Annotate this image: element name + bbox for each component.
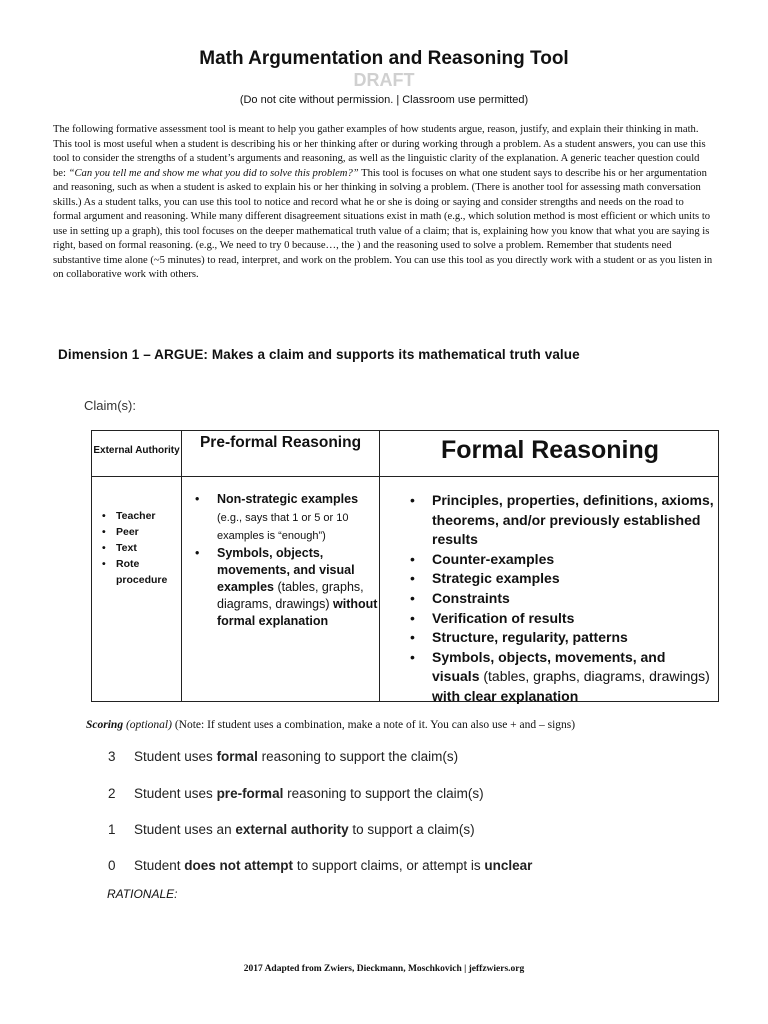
score-keyword: pre-formal <box>216 786 284 801</box>
score-keyword: unclear <box>484 858 533 873</box>
scoring-label: Scoring <box>86 719 124 731</box>
score-text: to support a claim(s) <box>348 822 475 837</box>
item-bold-text: with clear explanation <box>432 687 579 704</box>
intro-part-2: This tool is focuses on what one student says to describe his or her argumentation and reasoning, such as when a student is asked to explain his or her thinking in solving a problem. (There is another tool for assessing math conversation skills.) As a student talks, you can use this tool to notice and record what he or she is doing or saying and consider strengths and needs on the road to formal argument and reasoning. While many different disagreement situations exist in math (e.g., which solution method is most efficient or which units to use in setting up a graph), this tool focuses on the deeper mathematical truth value of a claim; that is, explaining how you know that what you are saying is right, based on formal reasoning. (e.g., We need to try 0 because…, the ) and the reasoning used to solve a problem. Remember that students need substantive time alone (~5 minutes) to read, interpret, and work on the problem. You can use this tool as you directly work with a student or as you listen in on collaborative work with others. <box>53 167 713 280</box>
score-number: 0 <box>108 858 116 873</box>
list-item: • Principles, properties, definitions, axioms, theorems, and/or previously established results <box>410 491 715 550</box>
item-bold-text: Symbols, objects, movements, and visual examples <box>217 546 355 594</box>
score-keyword: external authority <box>235 822 349 837</box>
item-bold-text: Symbols, objects, movements, and visuals <box>432 648 666 685</box>
intro-paragraph <box>53 123 713 283</box>
score-number: 3 <box>108 749 116 764</box>
score-text: Student uses an <box>134 822 236 837</box>
list-item: • Peer <box>102 524 180 540</box>
item-text: (e.g., says that 1 or 5 or 10 examples is “enough”) <box>217 512 349 542</box>
header-formal-reasoning: Formal Reasoning <box>440 436 660 464</box>
list-item: • Strategic examples <box>410 569 715 589</box>
list-item: • Rote procedure <box>102 556 180 588</box>
document-title: Math Argumentation and Reasoning Tool <box>199 48 569 69</box>
score-text: Student uses <box>134 749 217 764</box>
item-bold-text: without formal explanation <box>217 597 378 628</box>
item-text: (tables, graphs, diagrams, drawings) <box>217 580 364 611</box>
list-item: • Structure, regularity, patterns <box>410 628 715 648</box>
score-text: Student uses <box>134 786 217 801</box>
list-item: • Verification of results <box>410 609 715 629</box>
list-item <box>410 648 715 707</box>
claims-label: Claim(s): <box>84 398 136 413</box>
list-item: • Text <box>102 540 180 556</box>
score-text: to support claims, or attempt is <box>293 858 485 873</box>
score-text: reasoning to support the claim(s) <box>257 749 459 764</box>
list-item: • Counter-examples <box>410 550 715 570</box>
score-number: 2 <box>108 786 116 801</box>
external-authority-list <box>102 508 180 588</box>
score-text: Student <box>134 858 185 873</box>
dimension-heading: Dimension 1 – ARGUE: Makes a claim and supports its mathematical truth value <box>58 347 580 362</box>
list-item: • Constraints <box>410 589 715 609</box>
scoring-note-text: (Note: If student uses a combination, make a note of it. You can also use + and – signs) <box>171 719 576 731</box>
score-text: reasoning to support the claim(s) <box>283 786 484 801</box>
item-text: (tables, graphs, diagrams, drawings) <box>479 668 710 685</box>
score-level-2 <box>108 786 484 801</box>
footer-credit: 2017 Adapted from Zwiers, Dieckmann, Moschkovich | jeffzwiers.org <box>243 964 525 974</box>
header-external-authority: External Authority <box>93 445 180 456</box>
preformal-reasoning-list <box>193 491 379 630</box>
scoring-note <box>86 719 575 731</box>
rationale-label: RATIONALE: <box>107 887 178 901</box>
score-keyword: does not attempt <box>184 858 294 873</box>
score-keyword: formal <box>216 749 258 764</box>
list-item <box>193 545 379 630</box>
column-divider <box>181 431 182 701</box>
score-level-3 <box>108 749 458 764</box>
draft-watermark: DRAFT <box>353 70 415 90</box>
column-divider <box>379 431 380 701</box>
intro-teacher-question: “Can you tell me and show me what you did to solve this problem?” <box>68 167 359 179</box>
permission-note: (Do not cite without permission. | Classroom use permitted) <box>239 94 529 106</box>
intro-part-1: The following formative assessment tool is meant to help you gather examples of how students argue, reason, justify, and explain their thinking in math. This tool is most useful when a student is describing his or her thinking after or during working through a problem. As a student answers, you can use this tool to consider the strengths of a student’s arguments and reasoning, as well as the linguistic clarity of the explanation. A generic teacher question could be: <box>53 124 706 179</box>
rubric-table <box>91 430 719 702</box>
score-level-0 <box>108 858 532 873</box>
list-item <box>193 491 379 545</box>
scoring-optional: (optional) <box>123 719 172 731</box>
score-level-1 <box>108 822 475 837</box>
list-item: • Teacher <box>102 508 180 524</box>
score-number: 1 <box>108 822 116 837</box>
item-bold-text: Non-strategic examples <box>217 492 359 506</box>
formal-reasoning-list <box>410 491 715 707</box>
header-preformal-reasoning: Pre-formal Reasoning <box>199 434 362 451</box>
